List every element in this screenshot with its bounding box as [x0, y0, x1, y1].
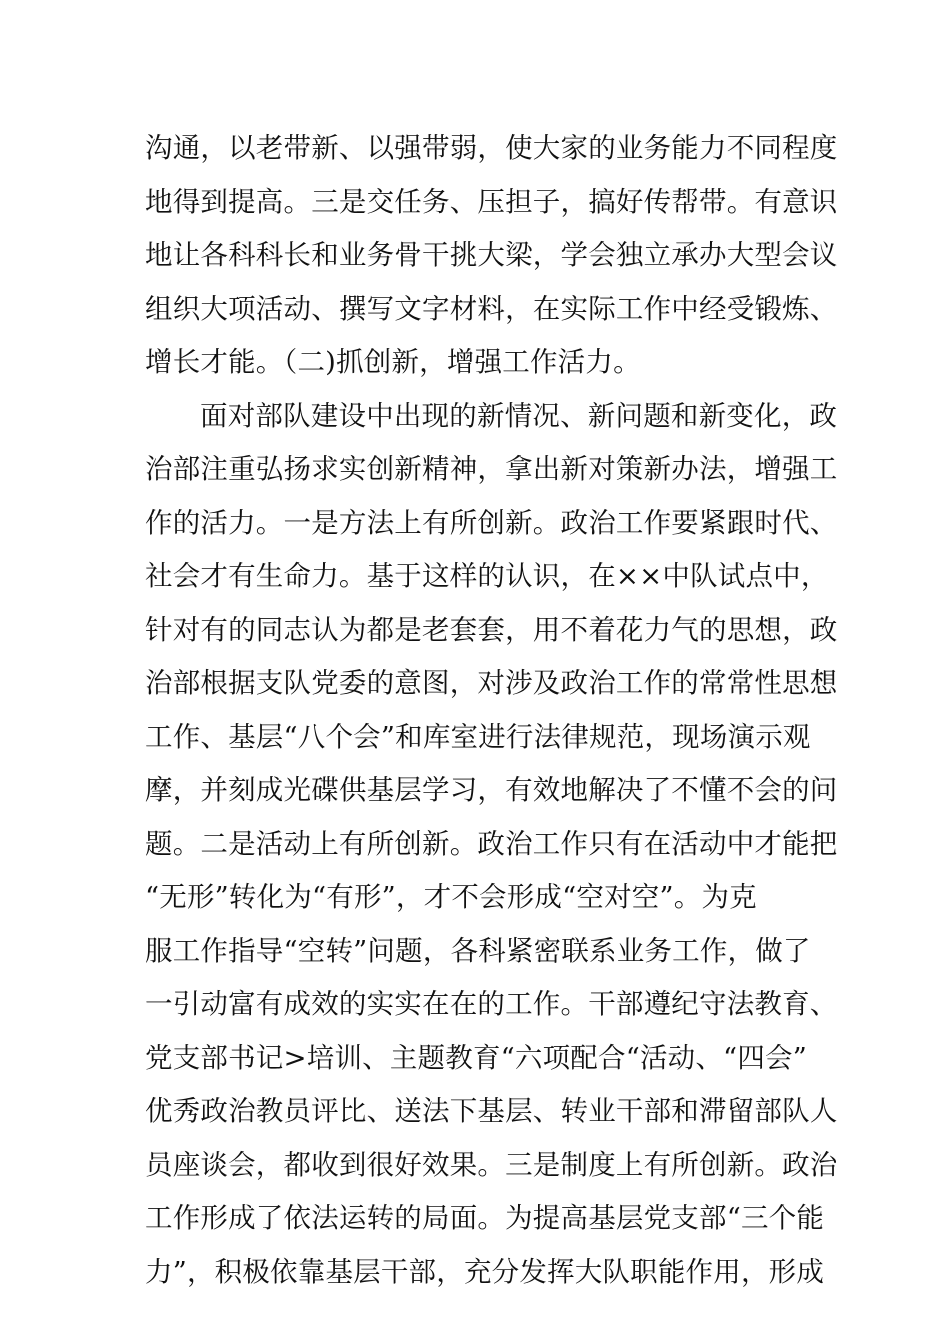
text-line: 沟通，以老带新、以强带弱，使大家的业务能力不同程度 [145, 132, 838, 164]
text-line: 治部根据支队党委的意图，对涉及政治工作的常常性思想 [145, 667, 838, 699]
text-line: 社会才有生命力。基于这样的认识，在××中队试点中， [145, 560, 829, 592]
text-line: 工作、基层“八个会”和库室进行法律规范，现场演示观 [145, 720, 811, 753]
text-line: 一引动富有成效的实实在在的工作。干部遵纪守法教育、 [145, 988, 838, 1020]
text-line: 力”，积极依靠基层干部，充分发挥大队职能作用，形成 [145, 1255, 825, 1288]
paragraph-first-line: 面对部队建设中出现的新情况、新问题和新变化，政 [200, 399, 838, 432]
text-line: 员座谈会，都收到很好效果。三是制度上有所创新。政治 [145, 1148, 838, 1181]
text-line: 作的活力。一是方法上有所创新。政治工作要紧跟时代、 [145, 506, 838, 539]
text-line: 地得到提高。三是交任务、压担子，搞好传帮带。有意识 [145, 185, 838, 218]
text-line: 治部注重弘扬求实创新精神，拿出新对策新办法，增强工 [145, 453, 838, 485]
text-line: 地让各科科长和业务骨干挑大梁，学会独立承办大型会议 [145, 239, 838, 271]
text-line: 针对有的同志认为都是老套套，用不着花力气的思想，政 [145, 613, 838, 646]
text-line: 摩，并刻成光碟供基层学习，有效地解决了不懂不会的问 [145, 774, 838, 806]
text-line: 党支部书记>培训、主题教育“六项配合“活动、“四会” [145, 1041, 807, 1074]
text-line: 组织大项活动、撰写文字材料，在实际工作中经受锻炼、 [145, 292, 838, 325]
text-line: “无形”转化为“有形”，才不会形成“空对空”。为克 [145, 881, 757, 913]
text-line: 增长才能。（二)抓创新，增强工作活力。 [145, 346, 641, 378]
text-line: 题。二是活动上有所创新。政治工作只有在活动中才能把 [145, 827, 838, 860]
text-line: 优秀政治教员评比、送法下基层、转业干部和滞留部队人 [145, 1095, 838, 1127]
text-line: 工作形成了依法运转的局面。为提高基层党支部“三个能 [145, 1202, 825, 1234]
text-line: 服工作指导“空转”问题，各科紧密联系业务工作，做了 [145, 934, 811, 967]
body-text [145, 122, 838, 1299]
